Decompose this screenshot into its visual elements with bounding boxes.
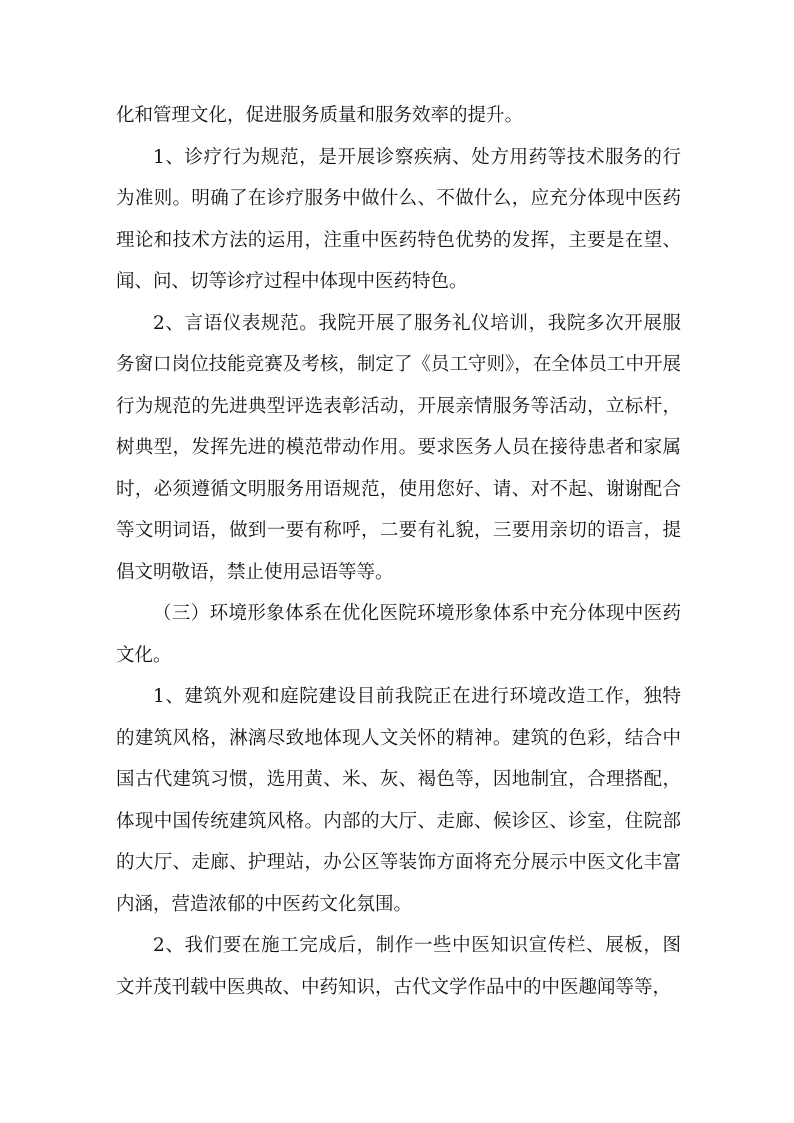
paragraph-continuation: 化和管理文化，促进服务质量和服务效率的提升。 xyxy=(116,105,524,126)
document-body xyxy=(116,95,681,1008)
paragraph-speech-appearance: 2、言语仪表规范。我院开展了服务礼仪培训，我院多次开展服务窗口岗位技能竞赛及考核，制定了《员工守则》，在全体员工中开展行为规范的先进典型评选表彰活动，开展亲情服务等活动，立标杆，树典型，发挥先进的模范带动作用。要求医务人员在接待患者和家属时，必须遵循文明服务用语规范，使用您好、请、对不起、谢谢配合等文明词语，做到一要有称呼，二要有礼貌，三要用亲切的语言，提倡文明敬语，禁止使用忌语等等。 xyxy=(116,312,681,583)
section-heading-environment: （三）环境形象体系在优化医院环境形象体系中充分体现中医药文化。 xyxy=(116,603,681,666)
paragraph-publicity-boards: 2、我们要在施工完成后，制作一些中医知识宣传栏、展板，图文并茂刊载中医典故、中药知识，古代文学作品中的中医趣闻等等， xyxy=(116,935,681,998)
paragraph-architecture: 1、建筑外观和庭院建设目前我院正在进行环境改造工作，独特的建筑风格，淋漓尽致地体现人文关怀的精神。建筑的色彩，结合中国古代建筑习惯，选用黄、米、灰、褐色等，因地制宜，合理搭配，体现中国传统建筑风格。内部的大厅、走廊、候诊区、诊室，住院部的大厅、走廊、护理站，办公区等装饰方面将充分展示中医文化丰富内涵，营造浓郁的中医药文化氛围。 xyxy=(116,686,681,915)
paragraph-diagnosis-norms: 1、诊疗行为规范，是开展诊察疾病、处方用药等技术服务的行为准则。明确了在诊疗服务中做什么、不做什么，应充分体现中医药理论和技术方法的运用，注重中医药特色优势的发挥，主要是在望、闻、问、切等诊疗过程中体现中医药特色。 xyxy=(116,146,681,292)
